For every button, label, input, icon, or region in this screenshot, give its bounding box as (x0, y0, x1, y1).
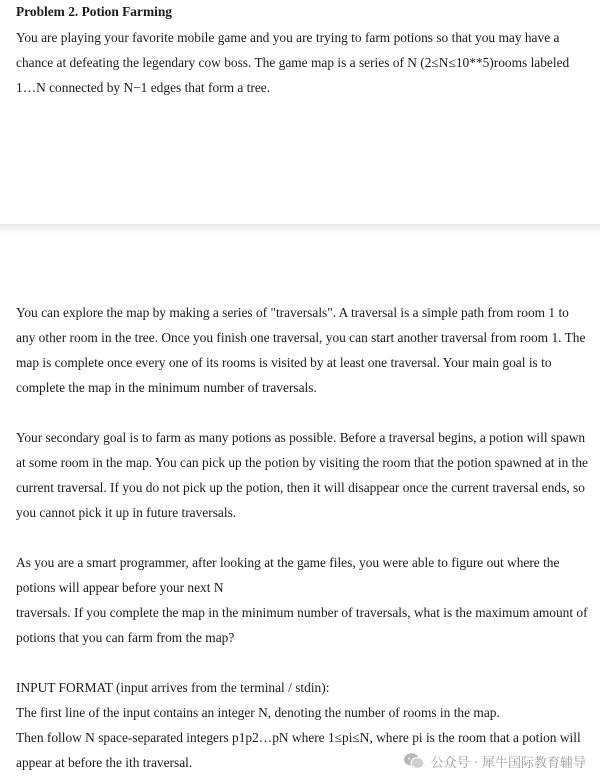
traversal-text: You can explore the map by making a series of "traversals". A traversal is a simple path from room 1 to any other room in the tree. Once you finish one traversal, you can start another traversal from room 1. The map is complete once every one of its rooms is visited by at least one traversal. Your main goal is to complete the map in the minimum number of traversals. (16, 305, 586, 395)
problem-title: Problem 2. Potion Farming (16, 4, 172, 19)
traversal-paragraph (16, 300, 588, 400)
wechat-icon (403, 752, 425, 770)
question-text-a: As you are a smart programmer, after looking at the game files, you were able to figure out where the potions will appear before your next N (16, 555, 560, 595)
potion-paragraph (16, 425, 588, 525)
watermark (403, 750, 586, 772)
section-divider (0, 224, 600, 234)
intro-text: You are playing your favorite mobile game and you are trying to farm potions so that you may have a chance at defeating the legendary cow boss. The game map is a series of N (2≤N≤10**5)rooms labeled 1…N connected by N−1 edges that form a tree. (16, 30, 570, 95)
watermark-text: 公众号 · 犀牛国际教育辅导 (430, 755, 586, 771)
potion-text: Your secondary goal is to farm as many potions as possible. Before a traversal begins, a potion will spawn at some room in the map. You can pick up the potion by visiting the room that the potion spawned at in the current traversal. If you do not pick up the potion, then it will disappear once the current traversal ends, so you cannot pick it up in future traversals. (16, 430, 588, 520)
input-line-1: The first line of the input contains an integer N, denoting the number of rooms in the map. (16, 705, 500, 720)
input-line-2: Then follow N space-separated integers p1p2…pN where 1≤pi≤N, where pi is the room that a potion will appear at before the ith traversal. (16, 730, 581, 770)
question-text-b: traversals. If you complete the map in the minimum number of traversals, what is the maximum amount of potions that you can farm from the map? (16, 605, 588, 645)
question-paragraph (16, 550, 588, 650)
intro-paragraph (16, 25, 588, 100)
input-format-heading: INPUT FORMAT (input arrives from the terminal / stdin): (16, 680, 330, 695)
